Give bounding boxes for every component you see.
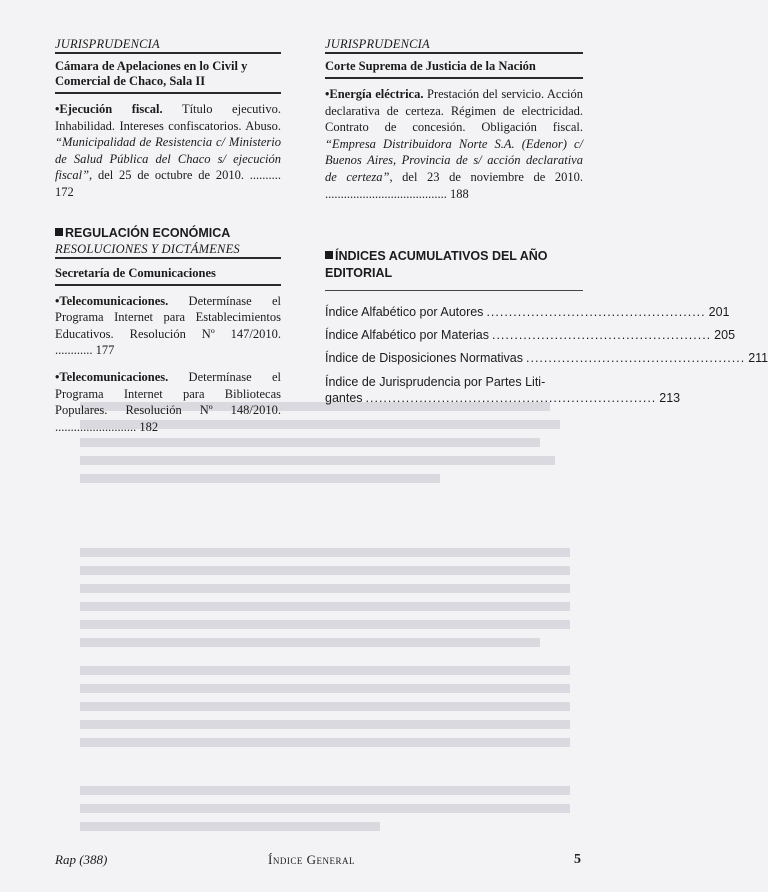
index-label: Índice Alfabético por Autores bbox=[325, 305, 484, 320]
bleed-line bbox=[80, 822, 380, 831]
right-column bbox=[325, 37, 768, 406]
bleed-line bbox=[80, 804, 570, 813]
dot-leader: ................................................................. bbox=[365, 391, 657, 406]
section-heading: JURISPRUDENCIA bbox=[325, 38, 583, 54]
index-entry[interactable] bbox=[325, 86, 583, 202]
index-link-subjects[interactable] bbox=[325, 328, 736, 343]
index-label: Índice de Disposiciones Normativas bbox=[325, 351, 524, 366]
case-title: “Empresa Distribuidora Norte S.A. (Edenor) c/ Buenos Aires, Provincia de s/ acción declarativa de certeza” bbox=[325, 136, 583, 184]
entry-keyword: Telecomunicaciones. bbox=[59, 293, 169, 308]
entry-keyword: Telecomunicaciones. bbox=[59, 369, 169, 384]
case-title: “Municipalidad de Resistencia c/ Ministerio de Salud Pública del Chaco s/ ejecución fiscal” bbox=[55, 135, 281, 183]
left-column bbox=[55, 38, 281, 445]
index-label-continued: gantes bbox=[325, 391, 363, 406]
dot-leader: ................................................. bbox=[526, 351, 746, 366]
bleed-line bbox=[80, 474, 440, 483]
page-number: 177 bbox=[95, 343, 115, 358]
entry-date: , del 25 de octubre de 2010. .......... bbox=[89, 168, 281, 183]
entry-date: , del 23 de noviembre de 2010. ....................................... bbox=[325, 169, 583, 201]
bleed-line bbox=[80, 620, 570, 629]
page-number-footer: 5 bbox=[574, 852, 581, 867]
bleed-line bbox=[80, 666, 570, 675]
running-title: Índice General bbox=[268, 852, 355, 867]
dot-leader: ................................................. bbox=[486, 305, 706, 320]
entry-body: Prestación del servicio. Acción declarativa de certeza. Régimen de electricidad. Contrato de concesión. Obligación fiscal. bbox=[325, 87, 583, 135]
bleed-line bbox=[80, 638, 540, 647]
index-entry[interactable] bbox=[55, 293, 281, 359]
square-bullet-icon bbox=[325, 251, 333, 259]
bleed-line bbox=[80, 548, 570, 557]
entry-body: Determínase el Programa Internet para Bibliotecas Populares. Resolución Nº 148/2010. .......................... bbox=[55, 369, 281, 434]
page-number: 188 bbox=[450, 186, 469, 201]
index-link-authors[interactable] bbox=[325, 305, 730, 320]
block-title-text: REGULACIÓN ECONÓMICA bbox=[65, 225, 231, 240]
entry-keyword: Energía eléctrica. bbox=[329, 87, 424, 101]
page-number: 172 bbox=[55, 184, 74, 199]
index-link-regulations[interactable] bbox=[325, 351, 768, 366]
agency-heading: Secretaría de Comunicaciones bbox=[55, 266, 281, 286]
bleed-line bbox=[80, 602, 570, 611]
bleed-line bbox=[80, 738, 570, 747]
bleed-line bbox=[80, 584, 570, 593]
square-bullet-icon bbox=[55, 228, 63, 236]
index-title-text: ÍNDICES ACUMULATIVOS DEL AÑO EDITORIAL bbox=[325, 249, 548, 281]
bullet-icon: • bbox=[55, 369, 60, 384]
bleed-line bbox=[80, 702, 570, 711]
page-number: 201 bbox=[708, 305, 730, 320]
index-label: Índice de Jurisprudencia por Partes Liti- bbox=[325, 375, 546, 390]
page-number: 213 bbox=[659, 391, 681, 406]
dot-leader: ................................................. bbox=[491, 328, 712, 343]
index-block-title bbox=[325, 248, 583, 291]
bullet-icon: • bbox=[325, 87, 330, 101]
section-heading: RESOLUCIONES Y DICTÁMENES bbox=[55, 243, 281, 259]
bleed-line bbox=[80, 720, 570, 729]
bullet-icon: • bbox=[55, 102, 60, 116]
court-heading: Cámara de Apelaciones en lo Civil y Comercial de Chaco, Sala II bbox=[55, 59, 281, 94]
section-heading: JURISPRUDENCIA bbox=[55, 38, 281, 54]
page-number: 205 bbox=[714, 328, 736, 343]
entry-body: Determínase el Programa Internet para Establecimientos Educativos. Resolución Nº 147/2010. ............ bbox=[55, 293, 281, 358]
court-heading: Corte Suprema de Justicia de la Nación bbox=[325, 59, 583, 79]
bleed-line bbox=[80, 786, 570, 795]
entry-body: Título ejecutivo. Inhabilidad. Intereses confiscatorios. Abuso. bbox=[55, 102, 281, 133]
bleed-line bbox=[80, 456, 555, 465]
page-number: 182 bbox=[139, 419, 159, 434]
index-label: Índice Alfabético por Materias bbox=[325, 328, 489, 343]
bullet-icon: • bbox=[55, 293, 60, 308]
page-number: 211 bbox=[748, 351, 768, 366]
index-entry[interactable] bbox=[55, 369, 281, 435]
bleed-line bbox=[80, 684, 570, 693]
bleed-line bbox=[80, 566, 570, 575]
entry-keyword: Ejecución fiscal. bbox=[59, 102, 163, 116]
journal-issue: Rap (388) bbox=[55, 852, 108, 867]
block-title bbox=[55, 225, 281, 241]
index-link-case-law[interactable] bbox=[325, 374, 681, 406]
index-entry[interactable] bbox=[55, 101, 281, 201]
